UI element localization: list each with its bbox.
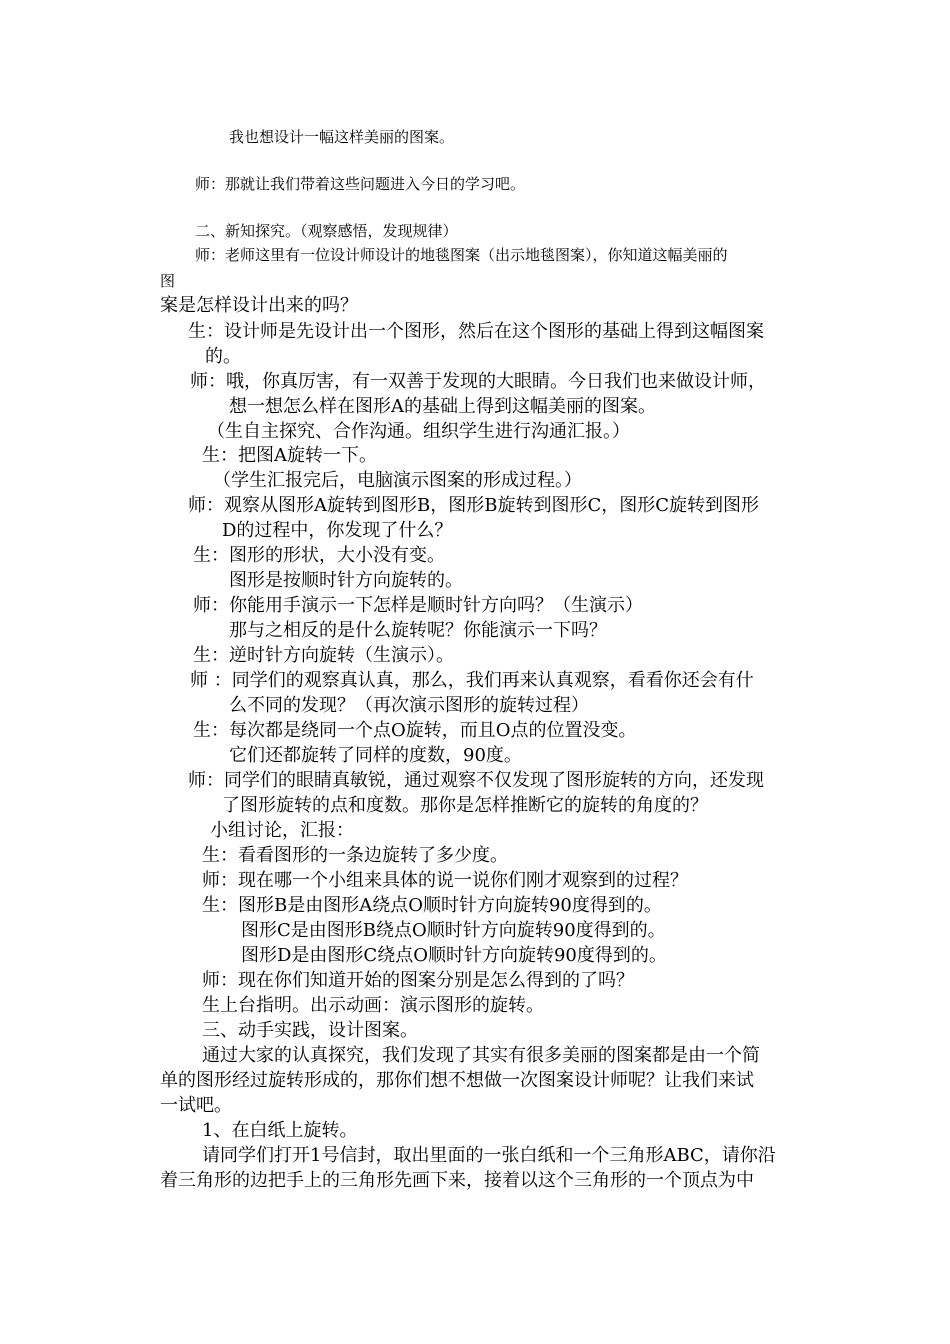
text-line: 图形D是由图形C绕点O顺时针方向旋转90度得到的。 (241, 945, 667, 966)
text-line: 师：同学们的眼睛真敏锐，通过观察不仅发现了图形旋转的方向，还发现 (188, 770, 764, 791)
text-line: （生自主探究、合作沟通。组织学生进行沟通汇报。） (207, 421, 630, 442)
text-line: 它们还都旋转了同样的度数，90度。 (229, 745, 522, 766)
text-line: （学生汇报完后，电脑演示图案的形成过程。） (213, 470, 582, 491)
text-line: 通过大家的认真探究，我们发现了其实有很多美丽的图案都是由一个简 (202, 1045, 760, 1066)
text-line: 案是怎样设计出来的吗？ (160, 295, 358, 316)
text-line: 么不同的发现？（再次演示图形的旋转过程） (229, 695, 589, 716)
text-line: 生：把图A旋转一下。 (202, 445, 377, 466)
text-line: 师：现在哪一个小组来具体的说一说你们刚才观察到的过程？ (202, 870, 688, 891)
text-line: 师：老师这里有一位设计师设计的地毯图案（出示地毯图案），你知道这幅美丽的 (195, 246, 728, 264)
text-line: 请同学们打开1号信封，取出里面的一张白纸和一个三角形ABC，请你沿 (202, 1145, 776, 1166)
text-line: 师：哦，你真厉害，有一双善于发现的大眼睛。今日我们也来做设计师， (190, 371, 766, 392)
text-line: 生：看看图形的一条边旋转了多少度。 (202, 845, 508, 866)
text-line: 图形C是由图形B绕点O顺时针方向旋转90度得到的。 (241, 920, 666, 941)
section-heading: 三、动手实践，设计图案。 (202, 1020, 418, 1041)
text-line: 生：设计师是先设计出一个图形，然后在这个图形的基础上得到这幅图案 (188, 321, 764, 342)
text-line: 图形是按顺时针方向旋转的。 (229, 570, 463, 591)
text-line: 图 (160, 272, 176, 290)
text-line: 着三角形的边把手上的三角形先画下来，接着以这个三角形的一个顶点为中 (160, 1170, 754, 1191)
text-line: 生：图形B是由图形A绕点O顺时针方向旋转90度得到的。 (202, 895, 662, 916)
text-line: 小组讨论，汇报： (210, 820, 354, 841)
text-line: 师：那就让我们带着这些问题进入今日的学习吧。 (195, 175, 526, 193)
text-line: 我也想设计一幅这样美丽的图案。 (229, 128, 455, 146)
text-line: 想一想怎么样在图形A的基础上得到这幅美丽的图案。 (229, 396, 656, 417)
text-line: 1、在白纸上旋转。 (202, 1120, 358, 1141)
text-line: 生上台指明。出示动画：演示图形的旋转。 (202, 995, 544, 1016)
text-line: 那与之相反的是什么旋转呢？你能演示一下吗？ (229, 620, 607, 641)
text-line: 单的图形经过旋转形成的，那你们想不想做一次图案设计师呢？让我们来试 (160, 1070, 754, 1091)
text-line: D的过程中，你发现了什么？ (222, 520, 453, 541)
text-line: 师：你能用手演示一下怎样是顺时针方向吗？（生演示） (193, 595, 643, 616)
text-line: 生：逆时针方向旋转（生演示）。 (193, 645, 454, 666)
text-line: 师 ：同学们的观察真认真，那么，我们再来认真观察，看看你还会有什 (190, 670, 754, 691)
text-line: 的。 (205, 346, 241, 367)
text-line: 一试吧。 (160, 1095, 232, 1116)
text-line: 生：每次都是绕同一个点O旋转，而且O点的位置没变。 (193, 720, 637, 741)
text-line: 师：现在你们知道开始的图案分别是怎么得到的了吗？ (202, 970, 634, 991)
section-heading: 二、新知探究。（观察感悟，发现规律） (195, 222, 458, 240)
text-line: 了图形旋转的点和度数。那你是怎样推断它的旋转的角度的？ (222, 795, 708, 816)
text-line: 师：观察从图形A旋转到图形B，图形B旋转到图形C，图形C旋转到图形 (188, 495, 759, 516)
text-line: 生：图形的形状，大小没有变。 (193, 545, 445, 566)
